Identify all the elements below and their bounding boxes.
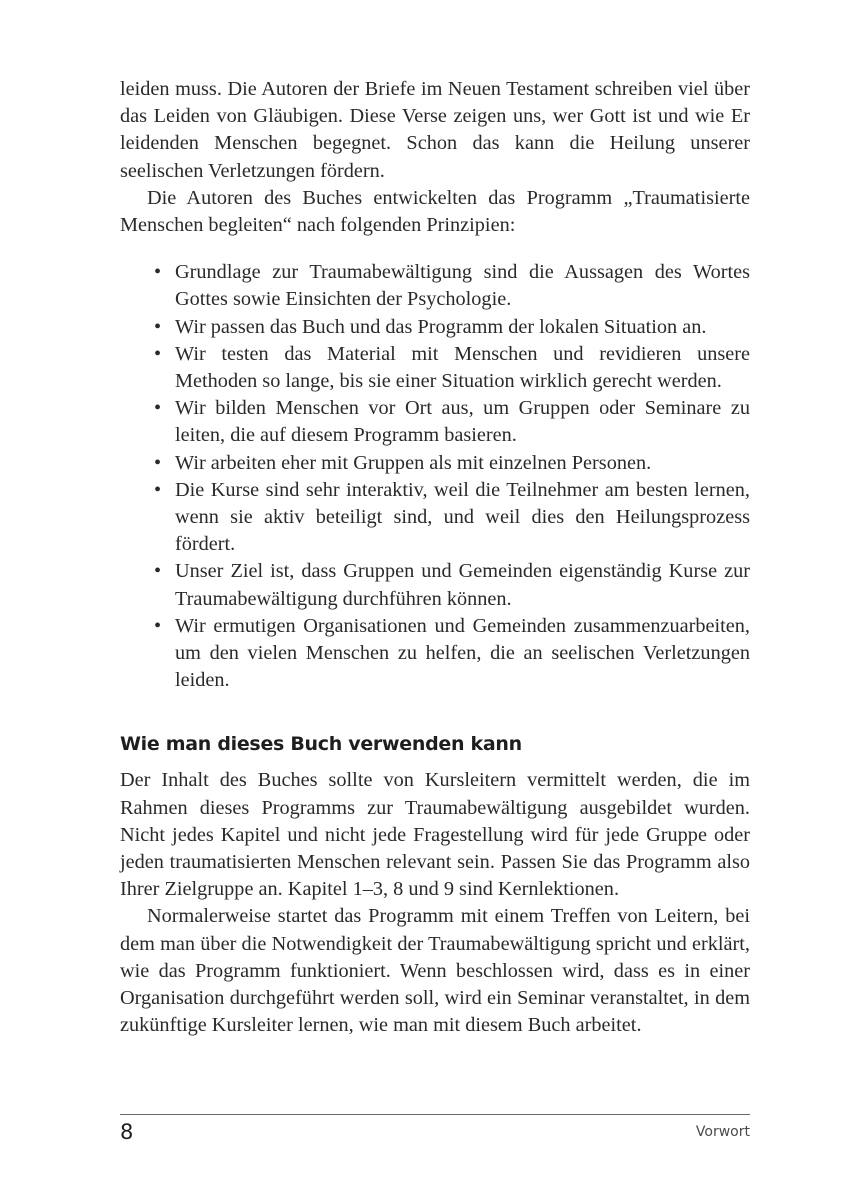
bullet-icon: • [154,342,162,365]
list-item-text: Grundlage zur Traumabewältigung sind die Aussagen des Wortes Gottes sowie Einsichten der Psychologie. [175,261,750,311]
list-item-text: Wir testen das Material mit Menschen und revidieren unsere Methoden so lange, bis sie einer Situation wirklich gerecht werden. [175,342,750,393]
intro-paragraph: leiden muss. Die Autoren der Briefe im Neuen Testament schreiben viel über das Leiden von Gläubigen. Diese Verse zeigen uns, wer Gott ist und wie Er leidenden Menschen begegnet. Schon das kann die Heilung unserer seelischen Verletzungen fördern. [120,78,750,182]
list-item-text: Unser Ziel ist, dass Gruppen und Gemeinden eigenständig Kurse zur Traumabewältigung durchführen können. [175,560,750,610]
list-item [154,341,750,395]
principles-list [120,259,750,694]
page-body [120,76,750,1040]
list-item [154,477,750,559]
section-heading: Wie man dieses Buch verwenden kann [120,733,522,756]
list-item [154,259,750,313]
section-paragraph: Normalerweise startet das Programm mit einem Treffen von Leitern, bei dem man über die Notwendigkeit der Traumabewältigung spricht und erklärt, wie das Programm funktioniert. Wenn beschlossen wird, dass es in einer Organisation durchgeführt werden soll, wird ein Seminar veranstaltet, in dem zukünftige Kursleiter lernen, wie man mit diesem Buch arbeitet. [120,905,750,1037]
bullet-icon: • [154,315,162,338]
list-item-text: Wir ermutigen Organisationen und Gemeinden zusammenzuarbeiten, um den vielen Menschen zu helfen, die an seelischen Verletzungen leiden. [175,614,750,692]
bullet-icon: • [154,451,162,474]
section-paragraph: Der Inhalt des Buches sollte von Kursleitern vermittelt werden, die im Rahmen dieses Programms zur Traumabewältigung ausgebildet wurden. Nicht jedes Kapitel und nicht jede Fragestellung wird für jede Gruppe oder jeden traumatisierten Menschen relevant sein. Passen Sie das Programm also Ihrer Zielgruppe an. Kapitel 1–3, 8 und 9 sind Kernlektionen. [120,769,750,901]
list-item-text: Wir arbeiten eher mit Gruppen als mit einzelnen Personen. [175,451,652,474]
page-number: 8 [120,1120,134,1144]
list-item-text: Wir passen das Buch und das Programm der lokalen Situation an. [175,315,707,338]
list-item [154,450,750,477]
bullet-icon: • [154,261,162,284]
bullet-icon: • [154,397,162,420]
running-footer-title: Vorwort [695,1124,750,1140]
bullet-icon: • [154,478,162,501]
list-item [154,613,750,695]
bullet-icon: • [154,614,162,637]
list-item-text: Die Kurse sind sehr interaktiv, weil die Teilnehmer am besten lernen, wenn sie aktiv beteiligt sind, und weil dies den Heilungsprozess fördert. [175,478,750,556]
list-item-text: Wir bilden Menschen vor Ort aus, um Gruppen oder Seminare zu leiten, die auf diesem Programm basieren. [175,397,750,447]
footer-divider [120,1114,750,1115]
list-item [154,558,750,612]
list-item [154,395,750,449]
list-item [154,314,750,341]
intro-paragraph: Die Autoren des Buches entwickelten das Programm „Traumatisierte Menschen begleiten“ nach folgenden Prinzipien: [120,186,750,237]
bullet-icon: • [154,560,162,583]
